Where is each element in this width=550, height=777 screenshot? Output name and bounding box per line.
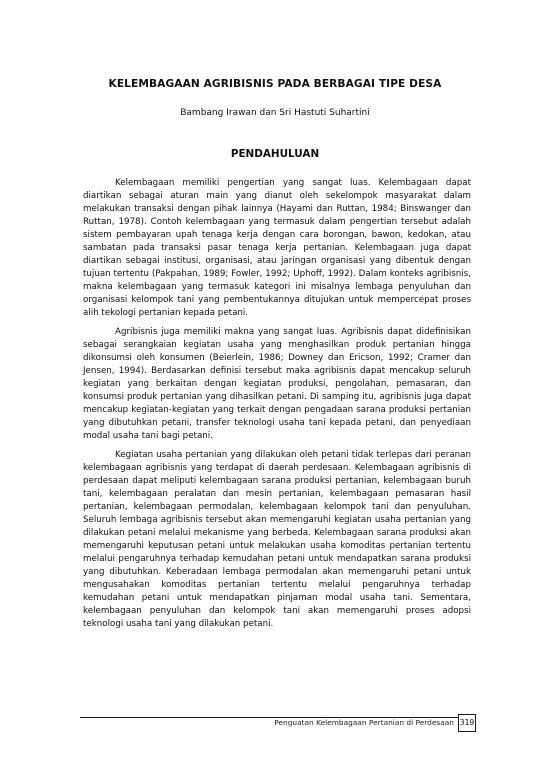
- paragraph-3: Kegiatan usaha pertanian yang dilakukan oleh petani tidak terlepas dari peranan kelembagaan agribisnis yang terdapat di daerah perdesaan. Kelembagaan agribisnis di perdesaan dapat meliputi kelembagaan sarana produksi pertanian, kelembagaan buruh tani, kelembagaan peralatan dan mesin pertanian, kelembagaan pemasaran hasil pertanian, kelembagaan permodalan, kelembagaan kelompok tani dan penyuluhan. Seluruh lembaga agribisnis tersebut akan memengaruhi kegiatan usaha pertanian yang dilakukan petani melalui mekanisme yang berbeda. Kelembagaan sarana produksi akan memengaruhi keputusan petani untuk melakukan usaha komoditas pertanian tertentu melalui pengaruhnya terhadap kemudahan petani untuk mendapatkan sarana produksi yang dibutuhkan. Keberadaan lembaga permodalan akan memengaruhi petani untuk mengusahakan komoditas pertanian tertentu melalui pengaruhnya terhadap kemudahan petani untuk mendapatkan pinjaman modal usaha tani. Sementara, kelembagaan penyuluhan dan kelompok tani akan memengaruhi proses adopsi teknologi usaha tani yang dilakukan petani.: [83, 450, 471, 629]
- footer-running-title: Penguatan Kelembagaan Pertanian di Perdesaan: [274, 718, 454, 727]
- paragraph-2: Agribisnis juga memiliki makna yang sangat luas. Agribisnis dapat didefinisikan sebagai serangkaian kegiatan usaha yang menghasilkan produk pertanian hingga dikonsumsi oleh konsumen (Beierlein, 1986; Downey dan Ericson, 1992; Cramer dan Jensen, 1994). Berdasarkan definisi tersebut maka agribisnis dapat mencakup seluruh kegiatan yang berkaitan dengan kegiatan produksi, pengolahan, pemasaran, dan konsumsi produk pertanian yang dihasilkan petani. Di samping itu, agribisnis juga dapat mencakup kegiatan-kegiatan yang terkait dengan pengadaan sarana produksi pertanian yang dibutuhkan petani, transfer teknologi usaha tani kepada petani, dan penyediaan modal usaha tani bagi petani.: [83, 327, 471, 441]
- document-title: KELEMBAGAAN AGRIBISNIS PADA BERBAGAI TIPE DESA: [108, 78, 442, 90]
- section-heading: PENDAHULUAN: [230, 148, 320, 160]
- document-authors: Bambang Irawan dan Sri Hastuti Suhartini: [180, 108, 370, 118]
- paragraph-1: Kelembagaan memiliki pengertian yang sangat luas. Kelembagaan dapat diartikan sebagai aturan main yang dianut oleh sekelompok masyarakat dalam melakukan transaksi dengan pihak lainnya (Hayami dan Ruttan, 1984; Binswanger dan Ruttan, 1978). Contoh kelembagaan yang termasuk dalam pengertian tersebut adalah sistem pembayaran upah tenaga kerja dengan cara borongan, bawon, kedokan, atau sambatan pada transaksi pasar tenaga kerja pertanian. Kelembagaan juga dapat diartikan sebagai institusi, organisasi, atau jaringan organisasi yang dibentuk dengan tujuan tertentu (Pakpahan, 1989; Fowler, 1992; Uphoff, 1992). Dalam konteks agribisnis, makna kelembagaan yang termasuk kategori ini misalnya lembaga penyuluhan dan organisasi kelompok tani yang pembentukannya ditujukan untuk mempercepat proses alih tekologi pertanian kepada petani.: [83, 178, 471, 318]
- page-number: 319: [458, 714, 476, 732]
- body-text: [83, 177, 471, 637]
